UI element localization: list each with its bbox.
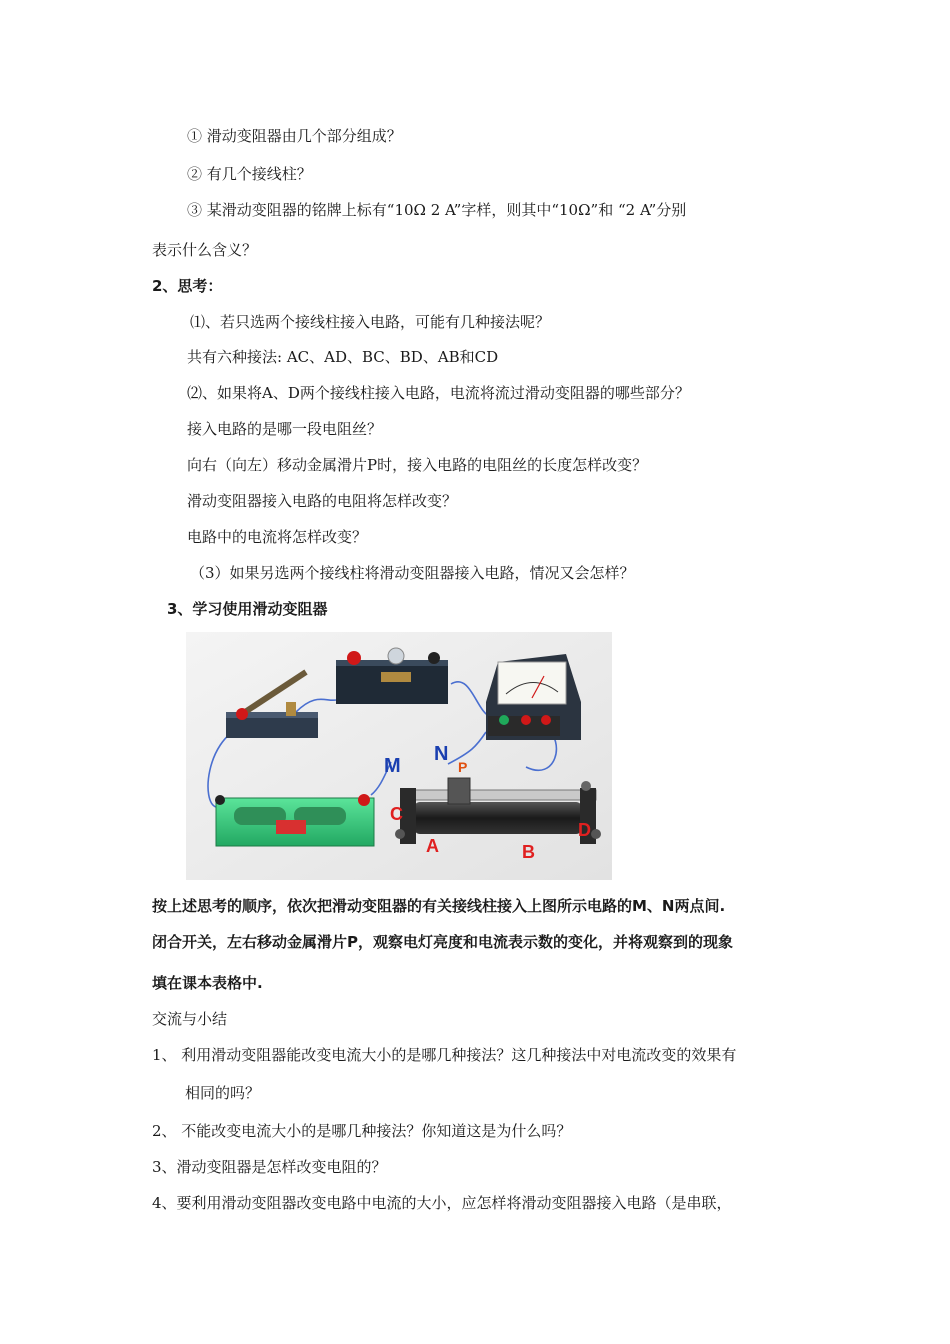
lamp-board — [336, 648, 448, 704]
circuit-figure — [186, 632, 612, 880]
question-3-continued: 表示什么含义？ — [152, 241, 258, 259]
label-d: D — [578, 820, 591, 840]
summary-item-1: 1、 利用滑动变阻器能改变电流大小的是哪几种接法？这几种接法中对电流改变的效果有 — [152, 1046, 737, 1064]
summary-item-3: 3、滑动变阻器是怎样改变电阻的？ — [152, 1158, 387, 1176]
think-2-a: 接入电路的是哪一段电阻丝？ — [187, 420, 383, 438]
think-2-d: 电路中的电流将怎样改变？ — [187, 528, 368, 546]
section-3-heading: 3、学习使用滑动变阻器 — [167, 600, 328, 618]
label-n: N — [434, 743, 449, 765]
summary-item-1-continued: 相同的吗？ — [185, 1084, 261, 1102]
summary-item-4: 4、要利用滑动变阻器改变电路中电流的大小，应怎样将滑动变阻器接入电路（是串联， — [152, 1194, 732, 1212]
think-1: ⑴、若只选两个接线柱接入电路，可能有几种接法呢？ — [190, 313, 551, 331]
battery-box — [215, 794, 374, 846]
think-2-c: 滑动变阻器接入电路的电阻将怎样改变？ — [187, 492, 458, 510]
instruction-line-2: 闭合开关，左右移动金属滑片P，观察电灯亮度和电流表示数的变化，并将观察到的现象 — [152, 933, 733, 951]
think-2: ⑵、如果将A、D两个接线柱接入电路，电流将流过滑动变阻器的哪些部分？ — [187, 384, 690, 402]
instruction-line-3: 填在课本表格中. — [152, 974, 263, 992]
label-c: C — [390, 804, 403, 824]
label-m: M — [384, 755, 401, 777]
think-3: （3）如果另选两个接线柱将滑动变阻器接入电路，情况又会怎样？ — [190, 564, 635, 582]
question-3: ③ 某滑动变阻器的铭牌上标有“10Ω 2 A”字样，则其中“10Ω”和 “2 A”分别 — [187, 201, 687, 219]
think-1-answer: 共有六种接法: AC、AD、BC、BD、AB和CD — [187, 348, 499, 366]
think-2-b: 向右（向左）移动金属滑片P时，接入电路的电阻丝的长度怎样改变？ — [187, 456, 648, 474]
ammeter — [486, 654, 581, 740]
question-1: ① 滑动变阻器由几个部分组成？ — [187, 127, 402, 145]
summary-item-2: 2、 不能改变电流大小的是哪几种接法？你知道这是为什么吗？ — [152, 1122, 572, 1140]
label-p: P — [458, 759, 468, 775]
summary-heading: 交流与小结 — [152, 1010, 228, 1028]
label-a: A — [426, 836, 439, 856]
label-b: B — [522, 842, 535, 862]
question-2: ② 有几个接线柱？ — [187, 165, 312, 183]
section-2-heading: 2、思考： — [152, 277, 223, 295]
instruction-line-1: 按上述思考的顺序，依次把滑动变阻器的有关接线柱接入上图所示电路的M、N两点间. — [152, 897, 726, 915]
